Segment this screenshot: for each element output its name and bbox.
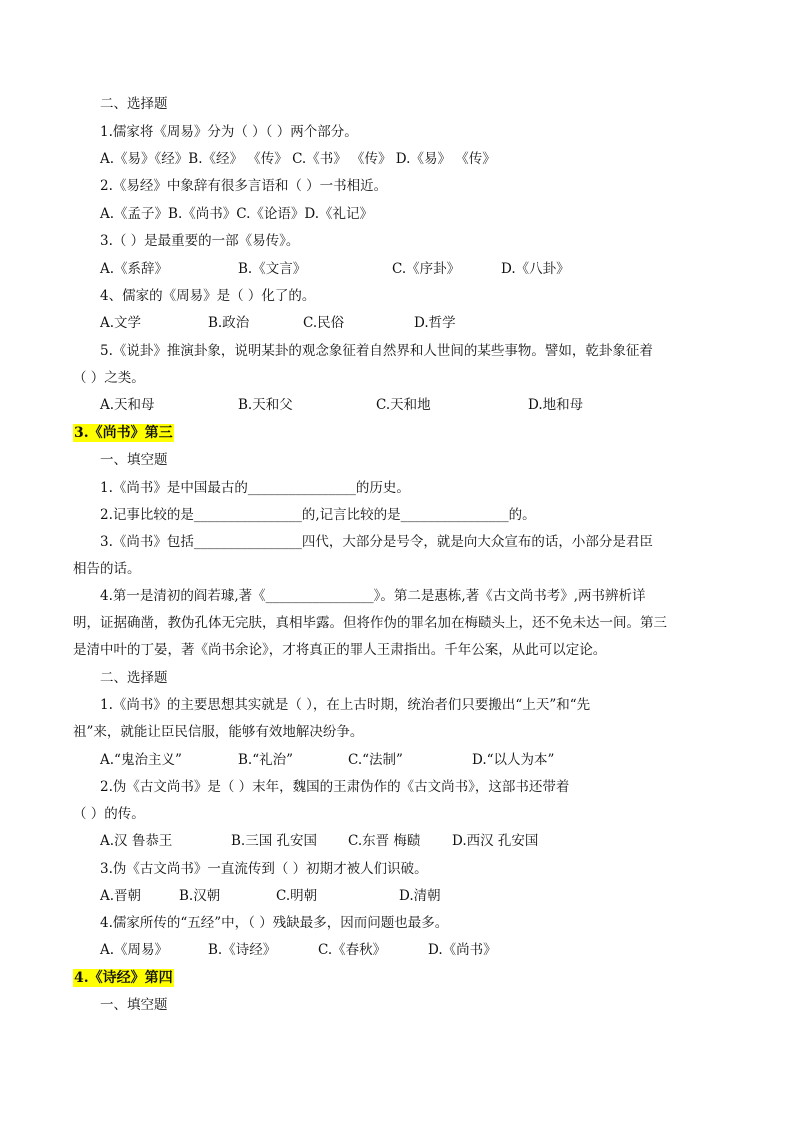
option-b: B.《诗经》 (208, 942, 277, 958)
option-a: A.文学 (100, 315, 142, 331)
option-d: D.清朝 (399, 888, 441, 904)
option-c: C.《序卦》 (392, 261, 461, 277)
choice-question-1-line-1: 1.《尚书》的主要思想其实就是（ ），在上古时期，统治者们只要搬出“上天”和“先 (100, 697, 591, 713)
option-a: A.《周易》 (100, 942, 169, 958)
chapter-heading: 3.《尚书》第三 (74, 425, 173, 441)
section-title-choice: 二、选择题 (100, 670, 168, 686)
section-title-choice: 二、选择题 (100, 96, 168, 112)
fill-question-4-line-3: 是清中叶的丁晏，著《尚书余论》，才将真正的罪人王肃指出。千年公案，从此可以定论。 (73, 642, 607, 658)
option-d: D.西汉 孔安国 (452, 833, 539, 849)
option-b: B.政治 (208, 315, 250, 331)
fill-question-3-line-2: 相告的话。 (73, 561, 141, 577)
option-c: C.《春秋》 (318, 942, 387, 958)
option-d: D.“以人为本” (472, 752, 555, 768)
section-title-fill: 一、填空题 (100, 997, 168, 1013)
question-2-options: A.《孟子》B.《尚书》C.《论语》D.《礼记》 (100, 206, 374, 222)
question-5-line-1: 5.《说卦》推演卦象，说明某卦的观念象征着自然界和人世间的某些事物。譬如，乾卦象征着 (100, 343, 653, 359)
option-d: D.《尚书》 (428, 942, 497, 958)
question-1: 1.儒家将《周易》分为（ ）（ ）两个部分。 (100, 124, 358, 140)
question-4: 4、儒家的《周易》是（ ）化了的。 (100, 288, 316, 304)
fill-question-1: 1.《尚书》是中国最古的________________的历史。 (100, 480, 410, 496)
choice-question-4: 4.儒家所传的“五经”中，（ ）残缺最多，因而问题也最多。 (100, 915, 449, 931)
question-3: 3.（ ）是最重要的一部《易传》。 (100, 233, 300, 249)
option-c: C.东晋 梅赜 (348, 833, 421, 849)
option-b: B.“礼治” (238, 752, 294, 768)
option-c: C.明朝 (276, 888, 318, 904)
option-b: B.天和父 (238, 397, 293, 413)
fill-question-3-line-1: 3.《尚书》包括________________四代，大部分是号令，就是向大众宣布的话，小部分是君臣 (100, 534, 653, 550)
option-a: A.天和母 (100, 397, 155, 413)
question-2: 2.《易经》中象辞有很多言语和（ ）一书相近。 (100, 178, 388, 194)
option-d: D.哲学 (414, 315, 456, 331)
option-a: A.《系辞》 (100, 261, 169, 277)
chapter-heading: 4.《诗经》第四 (74, 970, 173, 986)
choice-question-1-line-2: 祖”来，就能让臣民信服，能够有效地解决纷争。 (73, 724, 364, 740)
choice-question-2-line-2: （ ）的传。 (73, 806, 145, 822)
option-b: B.三国 孔安国 (231, 833, 318, 849)
option-d: D.地和母 (528, 397, 584, 413)
option-a: A.“鬼治主义” (100, 752, 182, 768)
option-a: A.晋朝 (100, 888, 142, 904)
option-a: A.汉 鲁恭王 (100, 833, 173, 849)
option-c: C.民俗 (303, 315, 345, 331)
question-5-line-2: （ ）之类。 (73, 370, 145, 386)
choice-question-2-line-1: 2.伪《古文尚书》是（ ）末年，魏国的王肃伪作的《古文尚书》，这部书还带着 (100, 779, 570, 795)
choice-question-3: 3.伪《古文尚书》一直流传到（ ）初期才被人们识破。 (100, 861, 428, 877)
option-c: C.天和地 (376, 397, 431, 413)
question-1-options: A.《易》《经》B.《经》 《传》 C.《书》 《传》 D.《易》 《传》 (100, 151, 496, 167)
section-title-fill: 一、填空题 (100, 452, 168, 468)
fill-question-2: 2.记事比较的是________________的,记言比较的是________________的。 (100, 507, 536, 523)
option-d: D.《八卦》 (501, 261, 570, 277)
option-c: C.“法制” (348, 752, 403, 768)
option-b: B.《文言》 (238, 261, 307, 277)
option-b: B.汉朝 (179, 888, 221, 904)
fill-question-4-line-2: 明，证据确凿，教伪孔体无完肤，真相毕露。但将作伪的罪名加在梅赜头上，还不免未达一间。第三 (73, 615, 667, 631)
fill-question-4-line-1: 4.第一是清初的阎若璩,著《________________》。第二是惠栋,著《古文尚书考》,两书辨析详 (100, 588, 646, 604)
